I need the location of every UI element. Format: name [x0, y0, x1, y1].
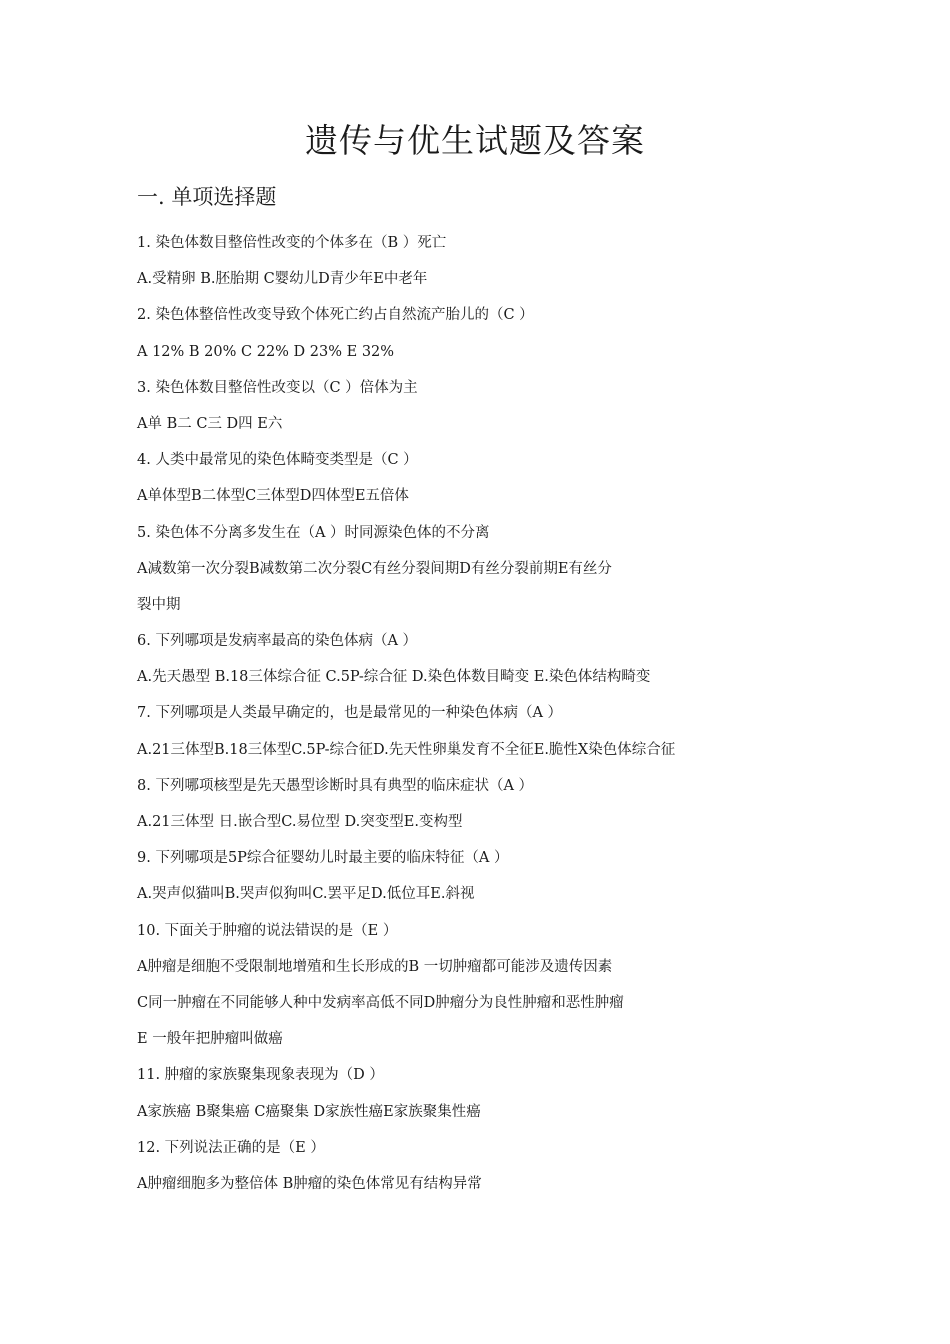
- text-line: A肿瘤细胞多为整倍体 B肿瘤的染色体常见有结构异常: [137, 1175, 482, 1192]
- text-line: E 一般年把肿瘤叫做癌: [137, 1031, 283, 1048]
- text-line: C同一肿瘤在不同能够人种中发病率高低不同D肿瘤分为良性肿瘤和恶性肿瘤: [137, 994, 624, 1011]
- text-line: A.21三体型 日.嵌合型C.易位型 D.突变型E.变构型: [137, 814, 463, 830]
- text-line: A肿瘤是细胞不受限制地增殖和生长形成的B 一切肿瘤都可能涉及遗传因素: [137, 958, 613, 975]
- text-line: 9. 下列哪项是5P综合征婴幼儿时最主要的临床特征（A ）: [137, 850, 509, 867]
- text-line: 3. 染色体数目整倍性改变以（C ）倍体为主: [137, 379, 418, 396]
- text-line: 1. 染色体数目整倍性改变的个体多在（B ）死亡: [137, 235, 447, 251]
- text-line: 4. 人类中最常见的染色体畸变类型是（C ）: [137, 452, 418, 469]
- text-line: 7. 下列哪项是人类最早确定的，也是最常见的一种染色体病（A ）: [137, 705, 563, 722]
- text-line: 裂中期: [137, 596, 181, 613]
- text-line: A.21三体型B.18三体型C.5P-综合征D.先天性卵巢发育不全征E.脆性X染色体综合征: [137, 741, 676, 758]
- text-line: 5. 染色体不分离多发生在（A ）时同源染色体的不分离: [137, 524, 490, 541]
- question-list: [137, 230, 777, 1207]
- text-line: A单体型B二体型C三体型D四体型E五倍体: [137, 488, 409, 505]
- text-line: A.受精卵 B.胚胎期 C婴幼儿D青少年E中老年: [137, 271, 428, 288]
- text-line: A单 B二 C三 D四 E六: [137, 415, 283, 432]
- text-line: A减数第一次分裂B减数第二次分裂C有丝分裂间期D有丝分裂前期E有丝分: [137, 560, 612, 577]
- document-title: 遗传与优生试题及答案: [305, 121, 645, 160]
- text-line: 8. 下列哪项核型是先天愚型诊断时具有典型的临床症状（A ）: [137, 777, 534, 794]
- text-line: A.先天愚型 B.18三体综合征 C.5P-综合征 D.染色体数目畸变 E.染色体结构畸变: [137, 669, 651, 686]
- text-line: 6. 下列哪项是发病率最高的染色体病（A ）: [137, 633, 418, 650]
- text-line: 10. 下面关于肿瘤的说法错误的是（E ）: [137, 922, 398, 939]
- text-line: A.哭声似猫叫B.哭声似狗叫C.罢平足D.低位耳E.斜视: [137, 886, 475, 903]
- text-line: A 12% B 20% C 22% D 23% E 32%: [137, 343, 395, 360]
- text-line: 2. 染色体整倍性改变导致个体死亡约占自然流产胎儿的（C ）: [137, 307, 534, 324]
- text-line: A家族癌 B聚集癌 C癌聚集 D家族性癌E家族聚集性癌: [137, 1103, 481, 1120]
- section-heading: 一. 单项选择题: [137, 185, 277, 209]
- text-line: 11. 肿瘤的家族聚集现象表现为（D ）: [137, 1067, 384, 1084]
- text-line: 12. 下列说法正确的是（E ）: [137, 1139, 325, 1156]
